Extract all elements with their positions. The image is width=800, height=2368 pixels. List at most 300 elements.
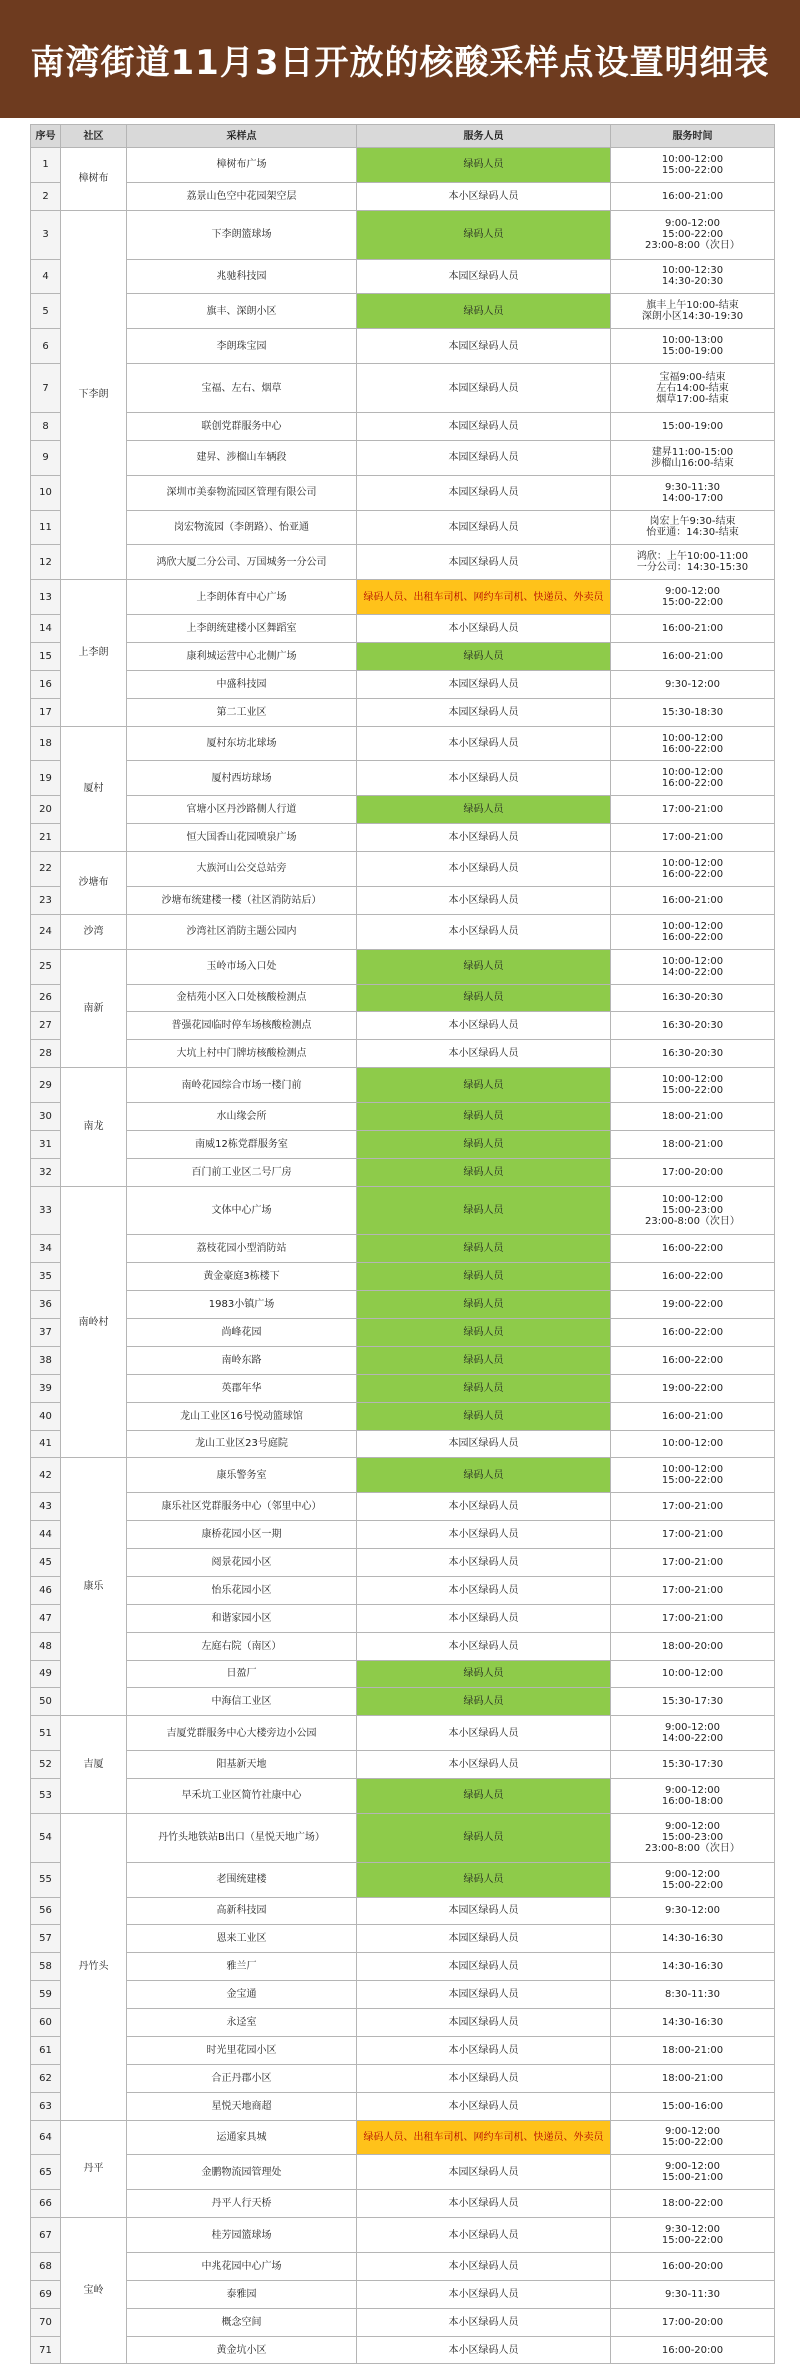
row-site: 大族河山公交总站旁 [127, 852, 357, 887]
row-time: 9:00-12:00 15:00-22:00 [611, 2120, 775, 2155]
row-site: 官塘小区丹沙路侧人行道 [127, 796, 357, 824]
row-site: 龙山工业区23号庭院 [127, 1430, 357, 1458]
row-staff: 本园区绿码人员 [357, 2009, 611, 2037]
row-site: 丹竹头地铁站B出口（星悦天地广场） [127, 1813, 357, 1862]
row-time: 岗宏上午9:30-结束 怡亚通：14:30-结束 [611, 510, 775, 545]
row-community: 沙湾 [61, 914, 127, 949]
row-community: 丹竹头 [61, 1813, 127, 2120]
row-site: 第二工业区 [127, 698, 357, 726]
row-staff: 本小区绿码人员 [357, 1716, 611, 1751]
row-time: 9:00-12:00 15:00-21:00 [611, 2155, 775, 2190]
table-row [31, 1235, 775, 1263]
row-staff: 本园区绿码人员 [357, 259, 611, 294]
row-site: 雅兰厂 [127, 1953, 357, 1981]
row-time: 9:30-11:30 14:00-17:00 [611, 475, 775, 510]
row-site: 怡乐花园小区 [127, 1576, 357, 1604]
row-site: 1983小镇广场 [127, 1291, 357, 1319]
table-row [31, 1040, 775, 1068]
row-staff: 本园区绿码人员 [357, 670, 611, 698]
row-staff: 本小区绿码人员 [357, 824, 611, 852]
row-site: 阳基新天地 [127, 1751, 357, 1779]
row-site: 下李朗篮球场 [127, 210, 357, 259]
row-seq: 41 [31, 1430, 61, 1458]
row-site: 南岭花园综合市场一楼门前 [127, 1068, 357, 1103]
row-time: 宝福9:00-结束 左右14:00-结束 烟草17:00-结束 [611, 364, 775, 413]
row-time: 16:00-20:00 [611, 2336, 775, 2364]
row-site: 早禾坑工业区简竹社康中心 [127, 1779, 357, 1814]
row-seq: 71 [31, 2336, 61, 2364]
row-staff: 绿码人员 [357, 1068, 611, 1103]
table-row [31, 2120, 775, 2155]
row-site: 鸿欣大厦二分公司、万国城务一分公司 [127, 545, 357, 580]
row-staff: 本园区绿码人员 [357, 1925, 611, 1953]
table-row [31, 2190, 775, 2218]
row-site: 沙塘布统建楼一楼（社区消防站后） [127, 886, 357, 914]
table-row [31, 615, 775, 643]
row-staff: 本小区绿码人员 [357, 2036, 611, 2064]
table-row [31, 1012, 775, 1040]
row-staff: 本小区绿码人员 [357, 2092, 611, 2120]
table-row [31, 1374, 775, 1402]
row-staff: 本园区绿码人员 [357, 545, 611, 580]
row-staff: 本小区绿码人员 [357, 1040, 611, 1068]
row-site: 概念空间 [127, 2308, 357, 2336]
row-site: 阅景花园小区 [127, 1549, 357, 1577]
row-site: 星悦天地商超 [127, 2092, 357, 2120]
table-row [31, 1576, 775, 1604]
row-seq: 62 [31, 2064, 61, 2092]
row-site: 金宝通 [127, 1981, 357, 2009]
row-seq: 54 [31, 1813, 61, 1862]
table-row [31, 1751, 775, 1779]
row-seq: 5 [31, 294, 61, 329]
row-time: 10:00-12:00 [611, 1430, 775, 1458]
table-row [31, 1493, 775, 1521]
row-time: 10:00-12:00 14:00-22:00 [611, 949, 775, 984]
row-staff: 本小区绿码人员 [357, 2190, 611, 2218]
table-row [31, 914, 775, 949]
table-row [31, 2252, 775, 2280]
row-staff: 本小区绿码人员 [357, 2308, 611, 2336]
table-row [31, 1716, 775, 1751]
row-time: 15:00-19:00 [611, 412, 775, 440]
table-row [31, 440, 775, 475]
table-row [31, 1813, 775, 1862]
row-staff: 绿码人员 [357, 1263, 611, 1291]
row-time: 16:30-20:30 [611, 984, 775, 1012]
table-row [31, 1458, 775, 1493]
row-time: 16:00-22:00 [611, 1235, 775, 1263]
row-time: 17:00-21:00 [611, 1604, 775, 1632]
row-seq: 68 [31, 2252, 61, 2280]
table-body [31, 148, 775, 2364]
row-site: 老围统建楼 [127, 1862, 357, 1897]
table-row [31, 698, 775, 726]
row-seq: 10 [31, 475, 61, 510]
row-seq: 15 [31, 642, 61, 670]
row-staff: 本园区绿码人员 [357, 1897, 611, 1925]
table-row [31, 182, 775, 210]
row-time: 9:30-11:30 [611, 2280, 775, 2308]
row-site: 永迳室 [127, 2009, 357, 2037]
table-row [31, 852, 775, 887]
row-site: 龙山工业区16号悦动篮球馆 [127, 1402, 357, 1430]
row-site: 康桥花园小区一期 [127, 1521, 357, 1549]
table-row [31, 329, 775, 364]
row-seq: 33 [31, 1186, 61, 1235]
row-site: 南岭东路 [127, 1346, 357, 1374]
row-site: 桂芳园篮球场 [127, 2218, 357, 2253]
row-seq: 40 [31, 1402, 61, 1430]
row-seq: 18 [31, 726, 61, 761]
row-site: 宝福、左右、烟草 [127, 364, 357, 413]
row-seq: 59 [31, 1981, 61, 2009]
row-staff: 本小区绿码人员 [357, 852, 611, 887]
row-site: 日盈厂 [127, 1660, 357, 1688]
table-row [31, 210, 775, 259]
row-site: 黄金坑小区 [127, 2336, 357, 2364]
row-staff: 本小区绿码人员 [357, 914, 611, 949]
table-header-row [31, 125, 775, 148]
row-staff: 本园区绿码人员 [357, 1953, 611, 1981]
table-row [31, 148, 775, 183]
row-staff: 绿码人员 [357, 984, 611, 1012]
row-time: 18:00-21:00 [611, 2064, 775, 2092]
row-seq: 48 [31, 1632, 61, 1660]
row-community: 上李朗 [61, 580, 127, 726]
row-seq: 45 [31, 1549, 61, 1577]
row-site: 合正丹郡小区 [127, 2064, 357, 2092]
row-community: 下李朗 [61, 210, 127, 579]
row-time: 17:00-21:00 [611, 824, 775, 852]
row-seq: 37 [31, 1319, 61, 1347]
row-seq: 60 [31, 2009, 61, 2037]
row-site: 旗丰、深朗小区 [127, 294, 357, 329]
table-row [31, 2308, 775, 2336]
row-seq: 46 [31, 1576, 61, 1604]
row-seq: 19 [31, 761, 61, 796]
row-staff: 绿码人员 [357, 210, 611, 259]
row-site: 上李朗统建楼小区舞蹈室 [127, 615, 357, 643]
row-seq: 51 [31, 1716, 61, 1751]
table-row [31, 949, 775, 984]
table-row [31, 2036, 775, 2064]
row-seq: 52 [31, 1751, 61, 1779]
table-row [31, 1779, 775, 1814]
row-time: 10:00-12:00 16:00-22:00 [611, 914, 775, 949]
row-seq: 6 [31, 329, 61, 364]
row-site: 大坑上村中门牌坊核酸检测点 [127, 1040, 357, 1068]
row-community: 南岭村 [61, 1186, 127, 1458]
row-staff: 本园区绿码人员 [357, 510, 611, 545]
row-time: 10:00-13:00 15:00-19:00 [611, 329, 775, 364]
row-seq: 31 [31, 1130, 61, 1158]
row-seq: 27 [31, 1012, 61, 1040]
row-staff: 绿码人员 [357, 1235, 611, 1263]
row-community: 南龙 [61, 1068, 127, 1186]
row-site: 黄金豪庭3栋楼下 [127, 1263, 357, 1291]
row-staff: 本园区绿码人员 [357, 475, 611, 510]
row-seq: 14 [31, 615, 61, 643]
row-seq: 21 [31, 824, 61, 852]
row-site: 吉厦党群服务中心大楼旁边小公园 [127, 1716, 357, 1751]
row-staff: 本小区绿码人员 [357, 1604, 611, 1632]
table-row [31, 1158, 775, 1186]
row-site: 和谐家园小区 [127, 1604, 357, 1632]
row-time: 9:00-12:00 15:00-23:00 23:00-8:00（次日） [611, 1813, 775, 1862]
row-seq: 65 [31, 2155, 61, 2190]
row-site: 联创党群服务中心 [127, 412, 357, 440]
row-seq: 25 [31, 949, 61, 984]
row-seq: 44 [31, 1521, 61, 1549]
row-time: 16:00-21:00 [611, 642, 775, 670]
row-staff: 绿码人员 [357, 1862, 611, 1897]
row-site: 运通家具城 [127, 2120, 357, 2155]
row-seq: 61 [31, 2036, 61, 2064]
row-time: 16:00-22:00 [611, 1263, 775, 1291]
row-site: 深圳市美泰物流园区管理有限公司 [127, 475, 357, 510]
table-row [31, 1604, 775, 1632]
row-community: 宝岭 [61, 2218, 127, 2364]
row-staff: 绿码人员 [357, 1813, 611, 1862]
row-time: 9:30-12:00 [611, 670, 775, 698]
table-row [31, 1660, 775, 1688]
table-row [31, 545, 775, 580]
row-time: 8:30-11:30 [611, 1981, 775, 2009]
row-staff: 本小区绿码人员 [357, 2336, 611, 2364]
row-time: 17:00-20:00 [611, 2308, 775, 2336]
row-seq: 36 [31, 1291, 61, 1319]
row-time: 17:00-21:00 [611, 1576, 775, 1604]
row-time: 17:00-20:00 [611, 1158, 775, 1186]
row-time: 16:00-22:00 [611, 1346, 775, 1374]
row-time: 14:30-16:30 [611, 1953, 775, 1981]
table-row [31, 670, 775, 698]
row-staff: 本园区绿码人员 [357, 412, 611, 440]
table-row [31, 984, 775, 1012]
row-time: 9:00-12:00 15:00-22:00 23:00-8:00（次日） [611, 210, 775, 259]
row-staff: 本园区绿码人员 [357, 698, 611, 726]
table-row [31, 2155, 775, 2190]
table-row [31, 1549, 775, 1577]
table-row [31, 1688, 775, 1716]
row-staff: 本小区绿码人员 [357, 2280, 611, 2308]
table-row [31, 1186, 775, 1235]
row-time: 9:00-12:00 15:00-22:00 [611, 580, 775, 615]
row-staff: 绿码人员 [357, 1374, 611, 1402]
row-staff: 绿码人员 [357, 148, 611, 183]
table-row [31, 1346, 775, 1374]
row-seq: 16 [31, 670, 61, 698]
row-time: 16:00-21:00 [611, 886, 775, 914]
header-community: 社区 [61, 125, 127, 148]
row-time: 17:00-21:00 [611, 1521, 775, 1549]
row-seq: 28 [31, 1040, 61, 1068]
table-row [31, 1291, 775, 1319]
row-staff: 绿码人员 [357, 1291, 611, 1319]
sampling-sites-table [30, 124, 775, 2364]
table-row [31, 412, 775, 440]
row-site: 恒大国香山花园喷泉广场 [127, 824, 357, 852]
table-row [31, 1925, 775, 1953]
row-seq: 32 [31, 1158, 61, 1186]
table-row [31, 580, 775, 615]
row-seq: 56 [31, 1897, 61, 1925]
row-staff: 绿码人员 [357, 1158, 611, 1186]
table-row [31, 1897, 775, 1925]
row-site: 南威12栋党群服务室 [127, 1130, 357, 1158]
row-time: 16:00-21:00 [611, 1402, 775, 1430]
row-seq: 42 [31, 1458, 61, 1493]
row-time: 10:00-12:00 16:00-22:00 [611, 726, 775, 761]
row-staff: 绿码人员 [357, 949, 611, 984]
row-staff: 绿码人员 [357, 1319, 611, 1347]
row-staff: 本小区绿码人员 [357, 726, 611, 761]
table-row [31, 1862, 775, 1897]
row-site: 中盛科技园 [127, 670, 357, 698]
row-time: 10:00-12:00 15:00-22:00 [611, 1458, 775, 1493]
row-seq: 23 [31, 886, 61, 914]
row-seq: 70 [31, 2308, 61, 2336]
row-time: 19:00-22:00 [611, 1374, 775, 1402]
row-site: 兆驰科技园 [127, 259, 357, 294]
row-seq: 39 [31, 1374, 61, 1402]
row-site: 尚峰花园 [127, 1319, 357, 1347]
row-seq: 2 [31, 182, 61, 210]
row-staff: 绿码人员 [357, 1102, 611, 1130]
row-site: 荔枝花园小型消防站 [127, 1235, 357, 1263]
row-site: 金桔苑小区入口处核酸检测点 [127, 984, 357, 1012]
row-time: 15:30-18:30 [611, 698, 775, 726]
row-staff: 绿码人员 [357, 1779, 611, 1814]
row-staff: 本小区绿码人员 [357, 2252, 611, 2280]
row-time: 16:30-20:30 [611, 1012, 775, 1040]
table-row [31, 1632, 775, 1660]
row-time: 16:30-20:30 [611, 1040, 775, 1068]
row-staff: 本园区绿码人员 [357, 1981, 611, 2009]
row-staff: 绿码人员 [357, 1346, 611, 1374]
table-row [31, 1319, 775, 1347]
row-staff: 本小区绿码人员 [357, 2064, 611, 2092]
row-time: 10:00-12:00 16:00-22:00 [611, 852, 775, 887]
row-seq: 13 [31, 580, 61, 615]
row-community: 沙塘布 [61, 852, 127, 915]
row-time: 17:00-21:00 [611, 1549, 775, 1577]
row-staff: 绿码人员 [357, 294, 611, 329]
row-seq: 49 [31, 1660, 61, 1688]
row-seq: 55 [31, 1862, 61, 1897]
row-staff: 绿码人员、出租车司机、网约车司机、快递员、外卖员 [357, 2120, 611, 2155]
table-row [31, 2218, 775, 2253]
table-row [31, 1953, 775, 1981]
row-seq: 7 [31, 364, 61, 413]
row-seq: 30 [31, 1102, 61, 1130]
table-row [31, 1263, 775, 1291]
row-site: 英郡年华 [127, 1374, 357, 1402]
row-staff: 本小区绿码人员 [357, 886, 611, 914]
row-staff: 本小区绿码人员 [357, 615, 611, 643]
row-site: 左庭右院（南区） [127, 1632, 357, 1660]
row-site: 普强花园临时停车场核酸检测点 [127, 1012, 357, 1040]
row-time: 16:00-22:00 [611, 1319, 775, 1347]
row-time: 9:00-12:00 15:00-22:00 [611, 1862, 775, 1897]
row-seq: 66 [31, 2190, 61, 2218]
row-time: 16:00-21:00 [611, 615, 775, 643]
row-time: 17:00-21:00 [611, 796, 775, 824]
row-seq: 11 [31, 510, 61, 545]
row-site: 厦村西坊球场 [127, 761, 357, 796]
row-staff: 本小区绿码人员 [357, 1012, 611, 1040]
table-row [31, 2009, 775, 2037]
table-row [31, 796, 775, 824]
row-staff: 本小区绿码人员 [357, 1576, 611, 1604]
row-time: 16:00-21:00 [611, 182, 775, 210]
row-seq: 22 [31, 852, 61, 887]
row-staff: 绿码人员、出租车司机、网约车司机、快递员、外卖员 [357, 580, 611, 615]
row-time: 9:00-12:00 16:00-18:00 [611, 1779, 775, 1814]
row-site: 岗宏物流园（李朗路）、怡亚通 [127, 510, 357, 545]
row-seq: 1 [31, 148, 61, 183]
row-site: 上李朗体育中心广场 [127, 580, 357, 615]
row-seq: 58 [31, 1953, 61, 1981]
row-staff: 本园区绿码人员 [357, 440, 611, 475]
row-seq: 8 [31, 412, 61, 440]
row-community: 南新 [61, 949, 127, 1067]
row-staff: 本小区绿码人员 [357, 1493, 611, 1521]
header-seq: 序号 [31, 125, 61, 148]
row-staff: 本园区绿码人员 [357, 329, 611, 364]
row-time: 17:00-21:00 [611, 1493, 775, 1521]
row-staff: 绿码人员 [357, 1688, 611, 1716]
table-row [31, 1102, 775, 1130]
row-seq: 69 [31, 2280, 61, 2308]
row-staff: 本小区绿码人员 [357, 1632, 611, 1660]
row-time: 10:00-12:00 16:00-22:00 [611, 761, 775, 796]
table-row [31, 642, 775, 670]
table-row [31, 1068, 775, 1103]
table-row [31, 510, 775, 545]
table-row [31, 2280, 775, 2308]
row-time: 18:00-22:00 [611, 2190, 775, 2218]
row-staff: 绿码人员 [357, 1458, 611, 1493]
row-time: 10:00-12:00 15:00-22:00 [611, 1068, 775, 1103]
row-staff: 本小区绿码人员 [357, 1751, 611, 1779]
row-seq: 38 [31, 1346, 61, 1374]
table-row [31, 1130, 775, 1158]
table-row [31, 475, 775, 510]
row-community: 吉厦 [61, 1716, 127, 1814]
row-seq: 50 [31, 1688, 61, 1716]
row-time: 14:30-16:30 [611, 1925, 775, 1953]
row-staff: 本小区绿码人员 [357, 1549, 611, 1577]
row-time: 18:00-20:00 [611, 1632, 775, 1660]
header-staff: 服务人员 [357, 125, 611, 148]
row-site: 时光里花园小区 [127, 2036, 357, 2064]
row-time: 鸿欣：上午10:00-11:00 一分公司：14:30-15:30 [611, 545, 775, 580]
row-seq: 20 [31, 796, 61, 824]
table-row [31, 726, 775, 761]
row-time: 15:30-17:30 [611, 1688, 775, 1716]
row-site: 建昇、涉榴山车辆段 [127, 440, 357, 475]
row-seq: 17 [31, 698, 61, 726]
row-community: 樟树布 [61, 148, 127, 211]
row-time: 建昇11:00-15:00 涉榴山16:00-结束 [611, 440, 775, 475]
row-staff: 绿码人员 [357, 642, 611, 670]
row-site: 沙湾社区消防主题公园内 [127, 914, 357, 949]
table-row [31, 294, 775, 329]
row-staff: 本小区绿码人员 [357, 1521, 611, 1549]
row-seq: 26 [31, 984, 61, 1012]
